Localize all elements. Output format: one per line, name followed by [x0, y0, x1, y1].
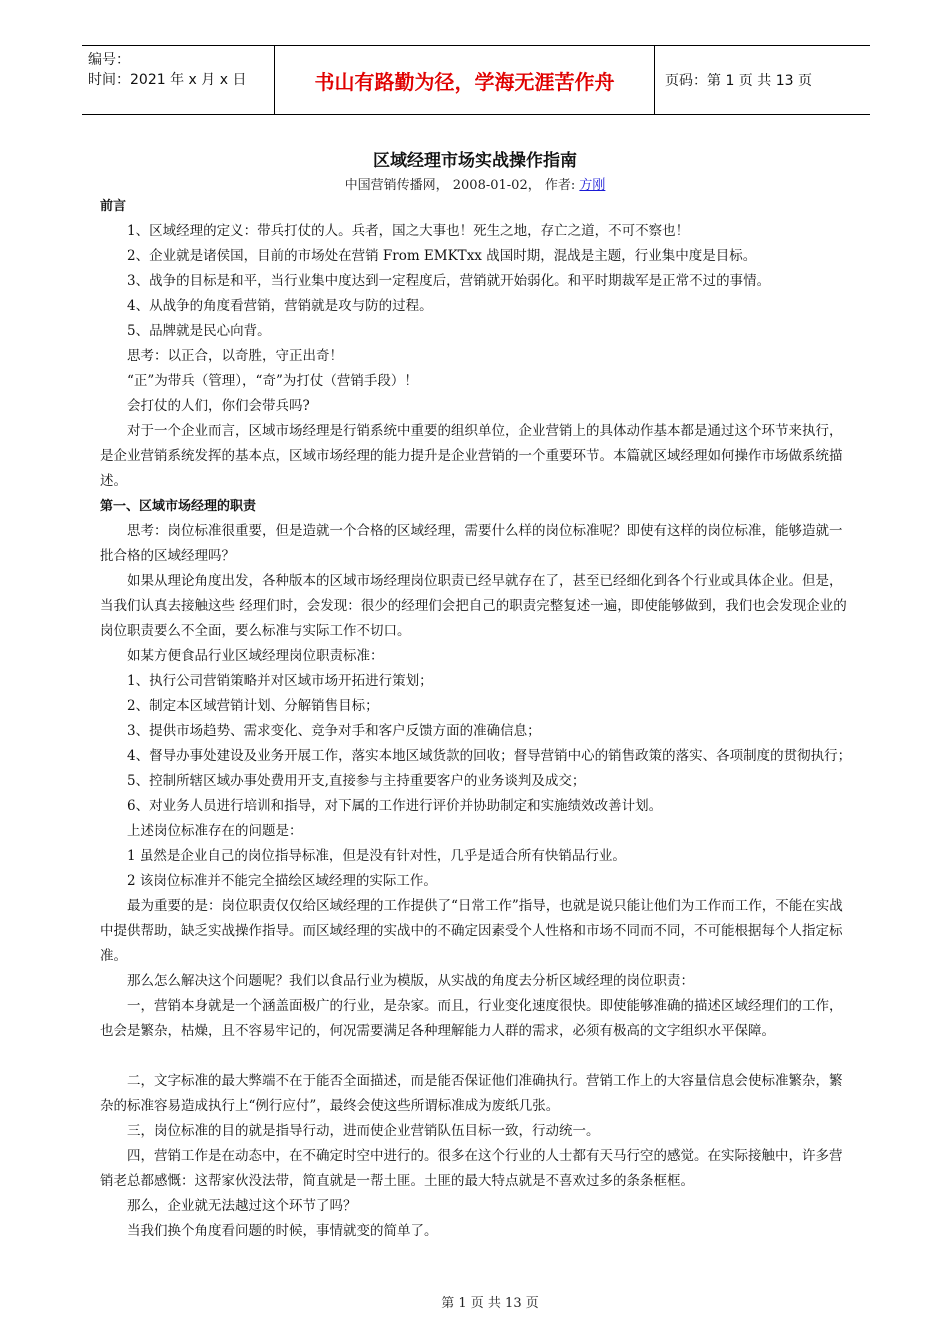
body-paragraph: 思考：以正合，以奇胜，守正出奇！: [127, 348, 343, 364]
document-time-label: 时间：2021 年 x 月 x 日: [88, 72, 247, 88]
body-paragraph: 一，营销本身就是一个涵盖面极广的行业，是杂家。而且，行业变化速度很快。即使能够准确的描述区域经理们的工作，也会是繁杂，枯燥，且不容易牢记的，何况需要满足各种理解能力人群的需求，必须有极高的文字组织水平保障。: [100, 998, 843, 1039]
body-paragraph: 5、控制所辖区域办事处费用开支,直接参与主持重要客户的业务谈判及成交；: [127, 773, 586, 789]
body-paragraph: 3、提供市场趋势、需求变化、竞争对手和客户反馈方面的准确信息；: [127, 723, 541, 739]
body-paragraph: 上述岗位标准存在的问题是：: [127, 823, 303, 839]
author-link[interactable]: 方刚: [579, 178, 606, 193]
body-paragraph: 4、督导办事处建设及业务开展工作，落实本地区域货款的回收；督导营销中心的销售政策的落实、各项制度的贯彻执行；: [127, 748, 852, 764]
body-paragraph: 1 虽然是企业自己的岗位指导标准，但是没有针对性，几乎是适合所有快销品行业。: [127, 848, 626, 864]
paragraph-spacer: [100, 1044, 852, 1069]
body-paragraph: 思考：岗位标准很重要，但是造就一个合格的区域经理，需要什么样的岗位标准呢？即使有这样的岗位标准，能够造就一批合格的区域经理吗？: [100, 523, 843, 564]
body-paragraph: 1、区域经理的定义：带兵打仗的人。兵者，国之大事也！死生之地，存亡之道，不可不察也！: [127, 223, 690, 239]
body-paragraph: 那么，企业就无法越过这个环节了吗？: [127, 1198, 357, 1214]
body-paragraph: 如果从理论角度出发，各种版本的区域市场经理岗位职责已经早就存在了，甚至已经细化到各个行业或具体企业。但是，当我们认真去接触这些 经理们时，会发现：很少的经理们会把自己的职责完整复述一遍，即使能够做到，我们也会发现企业的岗位职责要么不全面，要么标准与实际工作不切口。: [100, 573, 847, 639]
body-paragraph: 2、制定本区域营销计划、分解销售目标；: [127, 698, 379, 714]
body-paragraph: 6、对业务人员进行培训和指导，对下属的工作进行评价并协助制定和实施绩效改善计划。: [127, 798, 663, 814]
body-paragraph: 5、品牌就是民心向背。: [127, 323, 271, 339]
body-paragraph: 二，文字标准的最大弊端不在于能否全面描述，而是能否保证他们准确执行。营销工作上的大容量信息会使标准繁杂，繁杂的标准容易造成执行上“例行应付”，最终会使这些所谓标准成为废纸几张。: [100, 1073, 843, 1114]
header-motto: 书山有路勤为径，学海无涯苦作舟: [275, 46, 655, 114]
body-paragraph: 当我们换个角度看问题的时候，事情就变的简单了。: [127, 1223, 438, 1239]
document-number-label: 编号：: [88, 52, 130, 68]
body-paragraph: 那么怎么解决这个问题呢？我们以食品行业为模版，从实战的角度去分析区域经理的岗位职责：: [127, 973, 694, 989]
article-body: [100, 194, 852, 1244]
byline-text: 中国营销传播网， 2008-01-02， 作者:: [344, 178, 580, 193]
body-paragraph: 2、企业就是诸侯国，目前的市场处在营销 From EMKTxx 战国时期，混战是主题，行业集中度是目标。: [127, 248, 757, 264]
section-heading: 前言: [100, 199, 127, 214]
article-byline: [0, 174, 950, 193]
header-table: [82, 45, 870, 115]
body-paragraph: 最为重要的是：岗位职责仅仅给区域经理的工作提供了“日常工作”指导，也就是说只能让他们为工作而工作，不能在实战中提供帮助，缺乏实战操作指导。而区域经理的实战中的不确定因素受个人性格和市场不同而不同，不可能根据每个人指定标准。: [100, 898, 843, 964]
header-page-label: 页码：第 1 页 共 13 页: [665, 73, 812, 89]
body-paragraph: 1、执行公司营销策略并对区域市场开拓进行策划；: [127, 673, 433, 689]
body-paragraph: 四，营销工作是在动态中，在不确定时空中进行的。很多在这个行业的人士都有天马行空的感觉。在实际接触中，许多营销老总都感慨：这帮家伙没法带，简直就是一帮土匪。土匪的最大特点就是不喜欢过多的条条框框。: [100, 1148, 843, 1189]
body-paragraph: 4、从战争的角度看营销，营销就是攻与防的过程。: [127, 298, 433, 314]
article-title: 区域经理市场实战操作指南: [373, 151, 577, 171]
body-paragraph: 会打仗的人们，你们会带兵吗?: [127, 398, 310, 414]
body-paragraph: “正”为带兵（管理），“奇”为打仗（营销手段）！: [127, 373, 418, 389]
body-paragraph: 三，岗位标准的目的就是指导行动，进而使企业营销队伍目标一致，行动统一。: [127, 1123, 600, 1139]
section-heading: 第一、区域市场经理的职责: [100, 499, 257, 514]
body-paragraph: 对于一个企业而言，区域市场经理是行销系统中重要的组织单位，企业营销上的具体动作基本都是通过这个环节来执行，是企业营销系统发挥的基本点，区域市场经理的能力提升是企业营销的一个重要环节。本篇就区域经理如何操作市场做系统描述。: [100, 423, 843, 489]
header-meta: [82, 46, 275, 114]
body-paragraph: 3、战争的目标是和平，当行业集中度达到一定程度后，营销就开始弱化。和平时期裁军是正常不过的事情。: [127, 273, 771, 289]
page-footer: 第 1 页 共 13 页: [441, 1296, 539, 1311]
body-paragraph: 如某方便食品行业区域经理岗位职责标准：: [127, 648, 384, 664]
body-paragraph: 2 该岗位标准并不能完全描绘区域经理的实际工作。: [127, 873, 437, 889]
